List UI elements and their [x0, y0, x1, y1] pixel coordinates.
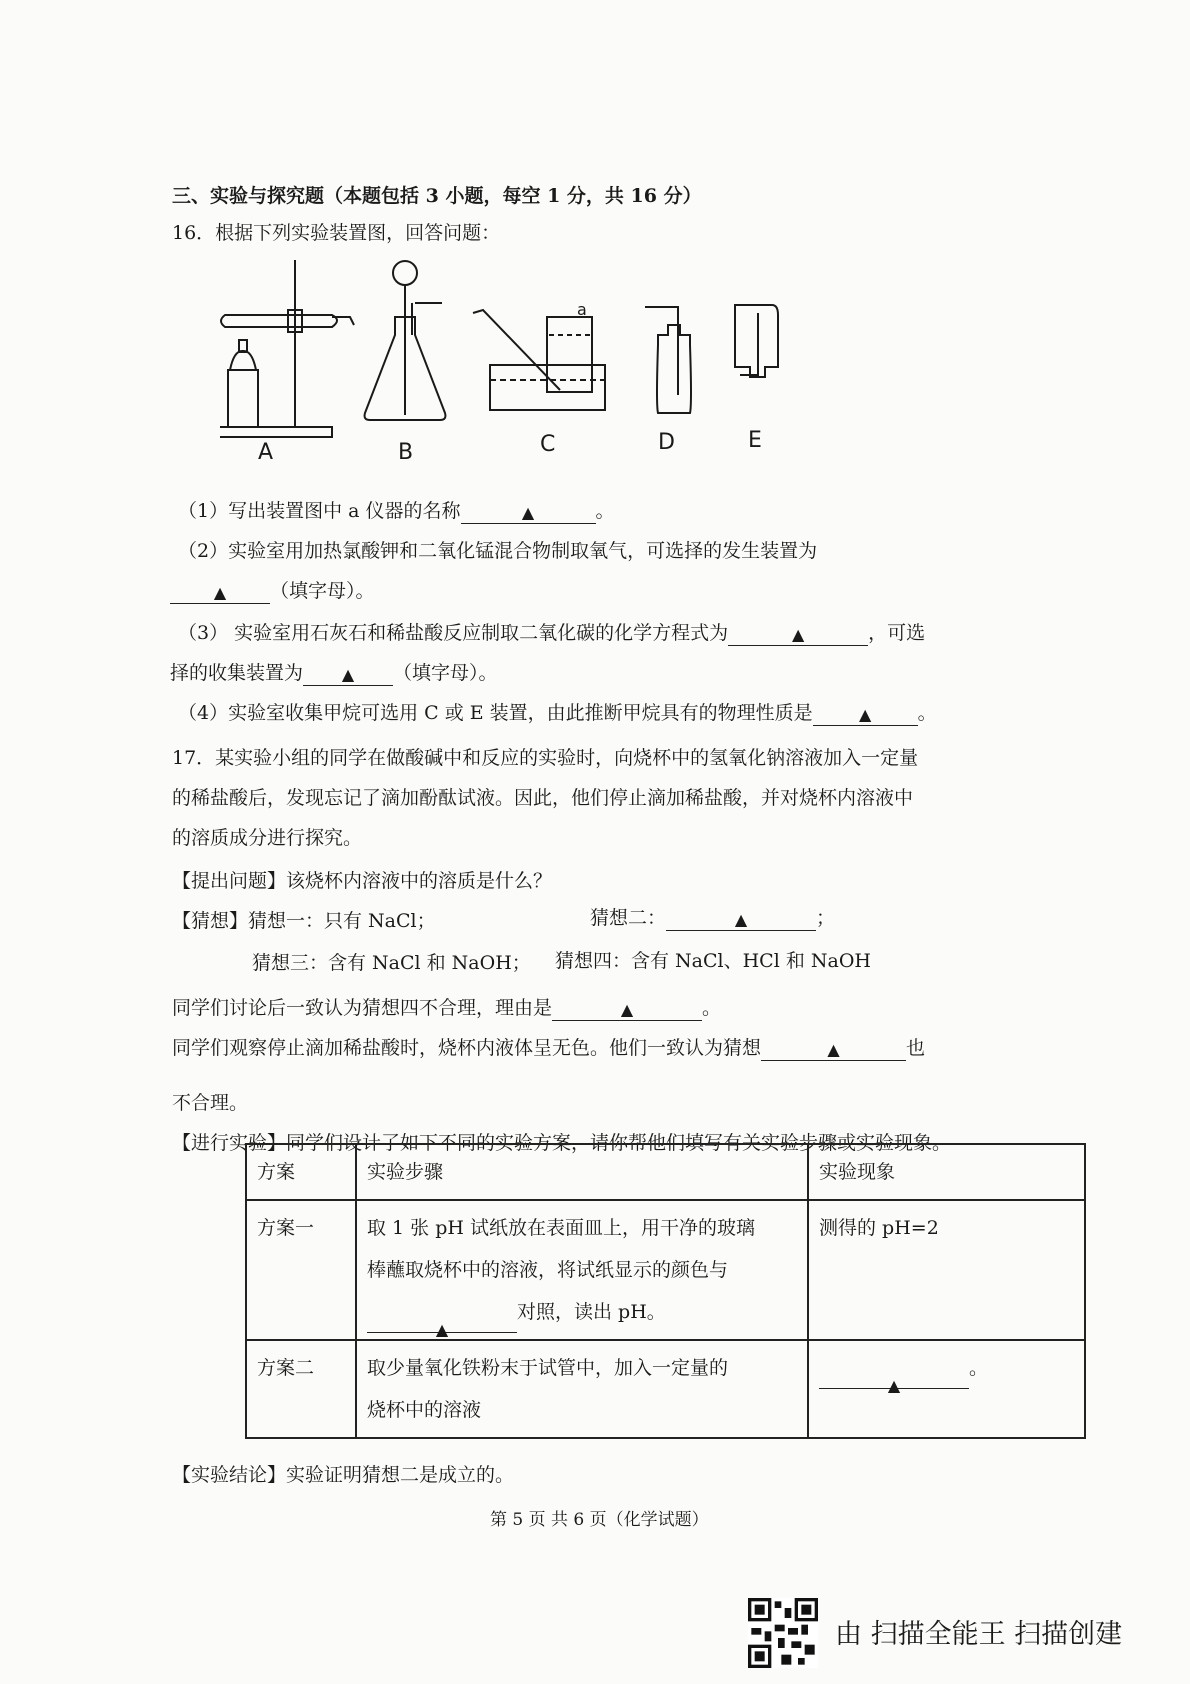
mark-a: a	[577, 300, 587, 319]
apparatus-c	[473, 300, 605, 410]
q16-part1	[178, 498, 615, 524]
answer-blank-7[interactable]	[552, 998, 702, 1021]
q16-part3	[178, 620, 925, 646]
q16-part3-text: （3） 实验室用石灰石和稀盐酸反应制取二氧化碳的化学方程式为	[178, 622, 729, 644]
q17-discuss-text: 同学们讨论后一致认为猜想四不合理，理由是	[172, 997, 553, 1019]
table-row	[246, 1340, 1085, 1438]
experiment-table	[245, 1143, 1086, 1439]
apparatus-label-a: A	[258, 440, 274, 465]
q16-part4-end: 。	[917, 702, 937, 724]
q17-question: 【提出问题】该烧杯内溶液中的溶质是什么？	[172, 870, 553, 892]
blank-mark: ▲	[859, 705, 872, 724]
q17-conclusion: 【实验结论】实验证明猜想二是成立的。	[172, 1464, 515, 1486]
q17-line2: 的稀盐酸后，发现忘记了滴加酚酞试液。因此，他们停止滴加稀盐酸，并对烧杯内溶液中	[172, 787, 914, 809]
blank-mark: ▲	[887, 1376, 901, 1395]
q17-observe-line2: 不合理。	[172, 1092, 249, 1114]
answer-blank-1[interactable]	[461, 501, 596, 524]
q16-part3-line2-suffix: （填字母）。	[393, 662, 498, 684]
step-line: 取 1 张 pH 试纸放在表面皿上，用干净的玻璃	[367, 1217, 755, 1239]
q16-part2: （2）实验室用加热氯酸钾和二氧化锰混合物制取氧气，可选择的发生装置为	[178, 540, 818, 562]
phenomenon-end: 。	[969, 1357, 989, 1379]
q17-observe	[172, 1035, 925, 1061]
step-line	[367, 1291, 797, 1339]
q17-guess2-end: ；	[816, 907, 836, 929]
q16-stem: 16．根据下列实验装置图，回答问题：	[172, 222, 501, 244]
q17-observe-text: 同学们观察停止滴加稀盐酸时，烧杯内液体呈无色。他们一致认为猜想	[172, 1037, 762, 1059]
answer-blank-9[interactable]	[367, 1310, 517, 1339]
q17-line3: 的溶质成分进行探究。	[172, 827, 363, 849]
q17-guess3: 猜想三：含有 NaCl 和 NaOH；	[252, 952, 531, 974]
q16-part1-text: （1）写出装置图中 a 仪器的名称	[178, 500, 461, 522]
table-header: 方案	[246, 1144, 356, 1200]
q16-part2-line2	[170, 578, 375, 604]
answer-blank-2[interactable]	[170, 581, 270, 604]
apparatus-a	[220, 260, 354, 437]
q17-discuss-end: 。	[702, 997, 722, 1019]
blank-mark: ▲	[791, 625, 805, 644]
table-header: 实验现象	[808, 1144, 1085, 1200]
apparatus-b	[365, 261, 446, 420]
apparatus-e	[735, 305, 778, 377]
q17-observe-end: 也	[906, 1037, 926, 1059]
apparatus-label-e: E	[748, 428, 762, 453]
table-cell-steps	[356, 1200, 808, 1340]
blank-mark: ▲	[435, 1320, 449, 1339]
q16-part4	[178, 700, 937, 726]
q16-part1-end: 。	[595, 500, 615, 522]
section-title: 三、实验与探究题（本题包括 3 小题，每空 1 分，共 16 分）	[172, 185, 702, 207]
q17-guess4: 猜想四：含有 NaCl、HCl 和 NaOH	[555, 950, 871, 972]
q16-part3-tail: ，可选	[868, 622, 926, 644]
step-line: 棒蘸取烧杯中的溶液，将试纸显示的颜色与	[367, 1259, 729, 1281]
table-cell-plan: 方案二	[246, 1340, 356, 1438]
answer-blank-6[interactable]	[666, 908, 816, 931]
answer-blank-10[interactable]	[819, 1366, 969, 1395]
table-header-row	[246, 1144, 1085, 1200]
answer-blank-3[interactable]	[728, 623, 868, 646]
table-cell-plan: 方案一	[246, 1200, 356, 1340]
blank-mark: ▲	[620, 1000, 634, 1019]
table-cell-phenomenon	[808, 1340, 1085, 1438]
apparatus-label-d: D	[658, 430, 675, 455]
apparatus-label-b: B	[398, 440, 414, 465]
q17-experiment-intro: 【进行实验】同学们设计了如下不同的实验方案，请你帮他们填写有关实验步骤或实验现象。	[172, 1132, 952, 1154]
step-line: 烧杯中的溶液	[367, 1399, 482, 1421]
apparatus-label-c: C	[540, 432, 556, 457]
q17-guess2	[590, 905, 835, 931]
scanner-watermark: 由 扫描全能王 扫描创建	[835, 1619, 1123, 1650]
q16-part3-line2	[170, 660, 498, 686]
answer-blank-5[interactable]	[813, 703, 918, 726]
q17-guess1: 【猜想】猜想一：只有 NaCl；	[172, 910, 436, 932]
blank-mark: ▲	[213, 583, 227, 602]
q17-guess2-text: 猜想二：	[590, 907, 667, 929]
table-cell-steps	[356, 1340, 808, 1438]
blank-mark: ▲	[827, 1040, 840, 1059]
answer-blank-4[interactable]	[303, 663, 393, 686]
q17-line1: 17．某实验小组的同学在做酸碱中和反应的实验时，向烧杯中的氢氧化钠溶液加入一定量	[172, 747, 919, 769]
table-row	[246, 1200, 1085, 1340]
table-header: 实验步骤	[356, 1144, 808, 1200]
blank-mark: ▲	[341, 665, 355, 684]
qr-code-icon	[748, 1598, 818, 1668]
blank-mark: ▲	[521, 503, 535, 522]
table-cell-phenomenon: 测得的 pH=2	[808, 1200, 1085, 1340]
answer-blank-8[interactable]	[761, 1038, 906, 1061]
apparatus-d	[645, 307, 691, 413]
blank-mark: ▲	[734, 910, 748, 929]
q16-part2-suffix: （填字母）。	[270, 580, 375, 602]
step-line: 取少量氧化铁粉末于试管中，加入一定量的	[367, 1357, 729, 1379]
q17-discuss	[172, 995, 721, 1021]
page-footer: 第 5 页 共 6 页（化学试题）	[490, 1510, 709, 1530]
q16-part4-text: （4）实验室收集甲烷可选用 C 或 E 装置，由此推断甲烷具有的物理性质是	[178, 702, 813, 724]
q16-part3-line2-text: 择的收集装置为	[170, 662, 304, 684]
step-line-tail: 对照，读出 pH。	[517, 1301, 666, 1323]
